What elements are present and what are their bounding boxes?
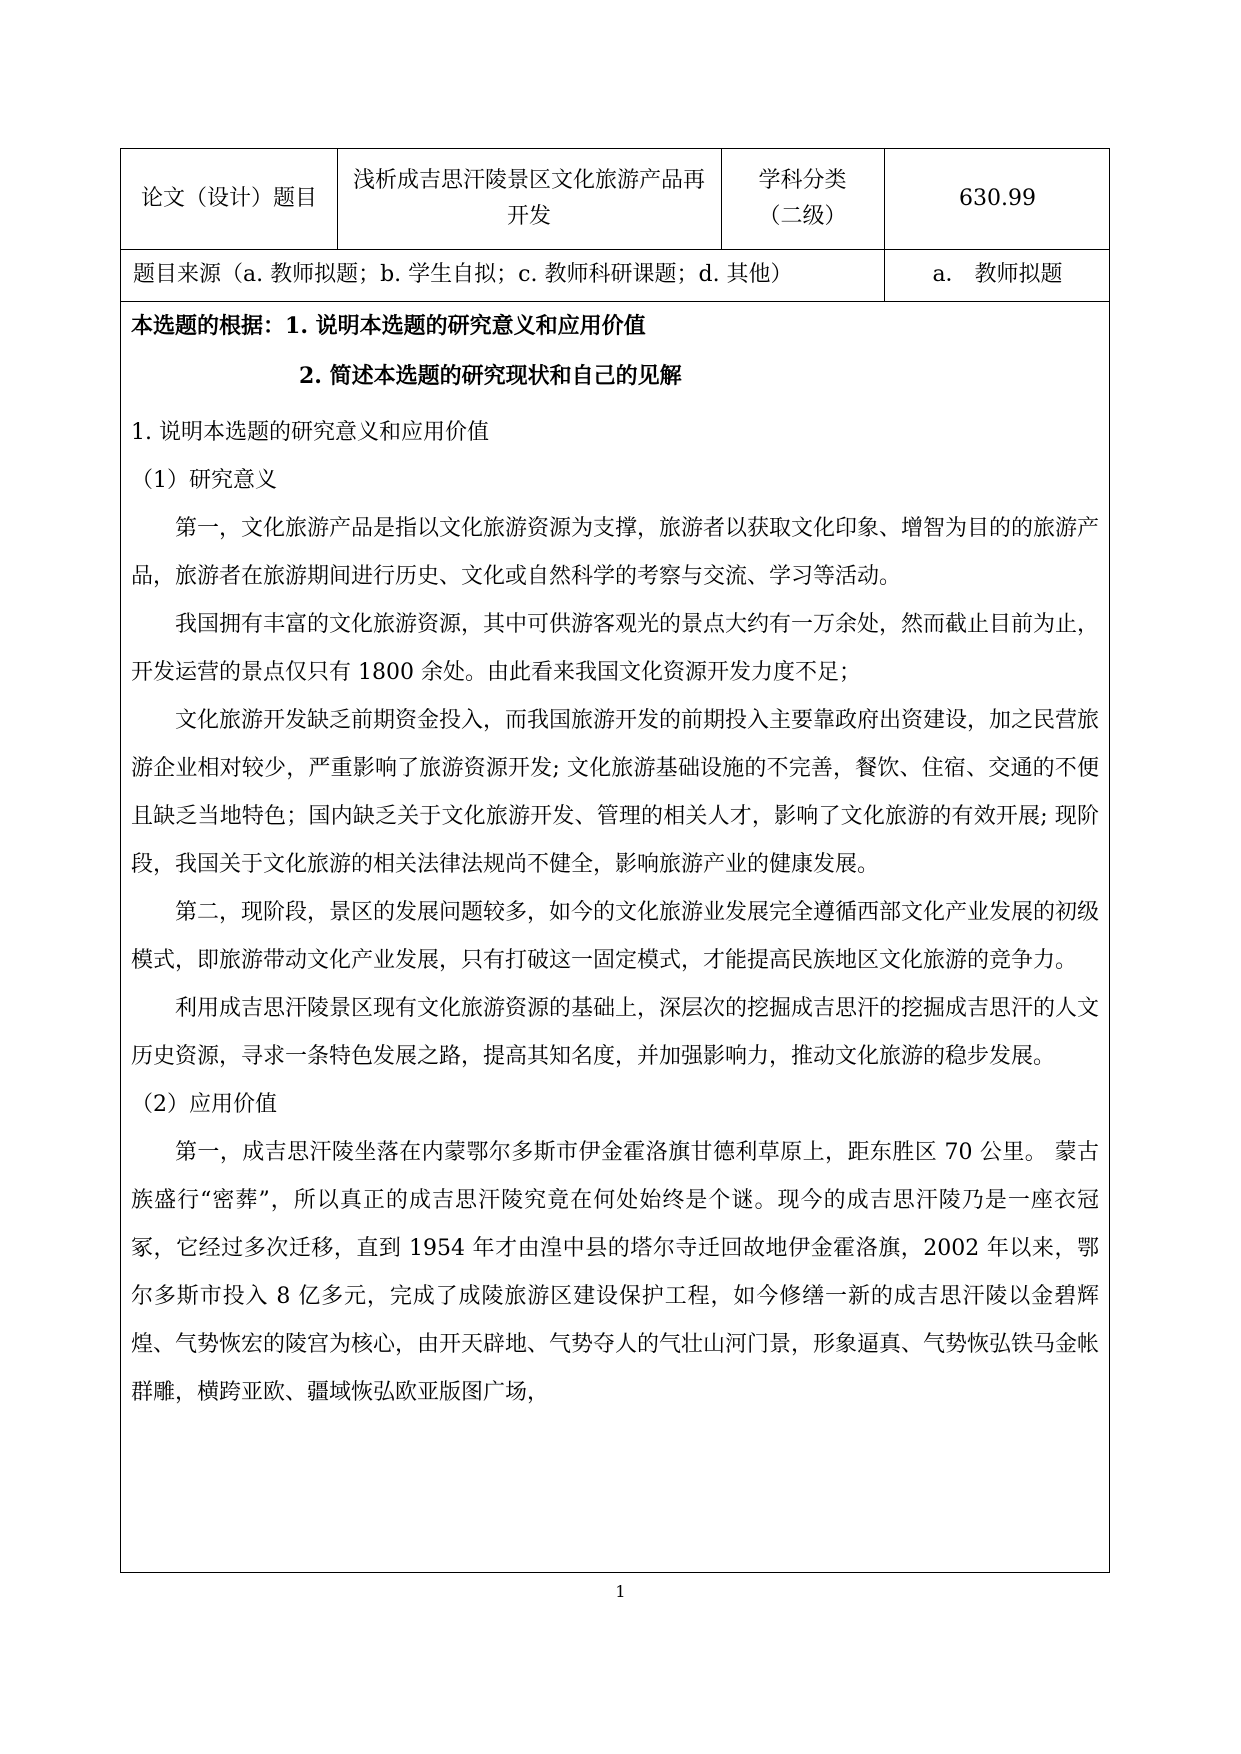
basis-item-2: 2. 简述本选题的研究现状和自己的见解 bbox=[299, 363, 682, 389]
proposal-body bbox=[131, 301, 1099, 1417]
subsection-title: （1）研究意义 bbox=[131, 468, 277, 493]
section-title: 1. 说明本选题的研究意义和应用价值 bbox=[131, 420, 489, 445]
topic-value: 浅析成吉思汗陵景区文化旅游产品再开发 bbox=[352, 168, 705, 229]
paragraph: 第一，文化旅游产品是指以文化旅游资源为支撑，旅游者以获取文化印象、增智为目的的旅游产品，旅游者在旅游期间进行历史、文化或自然科学的考察与交流、学习等活动。 bbox=[131, 516, 1100, 589]
paragraph: 文化旅游开发缺乏前期资金投入，而我国旅游开发的前期投入主要靠政府出资建设，加之民营旅游企业相对较少，严重影响了旅游资源开发; 文化旅游基础设施的不完善，餐饮、住宿、交通的不便且缺乏当地特色；国内缺乏关于文化旅游开发、管理的相关人才，影响了文化旅游的有效开展; 现阶段，我国关于文化旅游的相关法律法规尚不健全，影响旅游产业的健康发展。 bbox=[131, 708, 1100, 877]
paragraph: 第二，现阶段，景区的发展问题较多，如今的文化旅游业发展完全遵循西部文化产业发展的初级模式，即旅游带动文化产业发展，只有打破这一固定模式，才能提高民族地区文化旅游的竞争力。 bbox=[131, 900, 1100, 973]
source-label: 题目来源（a. 教师拟题；b. 学生自拟；c. 教师科研课题；d. 其他） bbox=[133, 262, 793, 287]
topic-label: 论文（设计）题目 bbox=[140, 186, 317, 211]
basis-heading bbox=[131, 301, 1099, 351]
discipline-value: 630.99 bbox=[959, 186, 1036, 211]
page-number: 1 bbox=[615, 1582, 626, 1601]
source-value: a． 教师拟题 bbox=[932, 262, 1063, 287]
paragraph: 我国拥有丰富的文化旅游资源，其中可供游客观光的景点大约有一万余处，然而截止目前为止，开发运营的景点仅只有 1800 余处。由此看来我国文化资源开发力度不足； bbox=[131, 612, 1100, 685]
paragraph: 利用成吉思汗陵景区现有文化旅游资源的基础上，深层次的挖掘成吉思汗的挖掘成吉思汗的人文历史资源，寻求一条特色发展之路，提高其知名度，并加强影响力，推动文化旅游的稳步发展。 bbox=[131, 996, 1100, 1069]
paragraph: 第一，成吉思汗陵坐落在内蒙鄂尔多斯市伊金霍洛旗甘德利草原上，距东胜区 70 公里。 蒙古族盛行“密葬”，所以真正的成吉思汗陵究竟在何处始终是个谜。现今的成吉思汗陵乃是一座衣冠冢，它经过多次迁移，直到 1954 年才由湟中县的塔尔寺迁回故地伊金霍洛旗，2002 年以来，鄂尔多斯市投入 8 亿多元，完成了成陵旅游区建设保护工程，如今修缮一新的成吉思汗陵以金碧辉煌、气势恢宏的陵宫为核心，由开天辟地、气势夺人的气壮山河门景，形象逼真、气势恢弘铁马金帐群雕，横跨亚欧、疆域恢弘欧亚版图广场， bbox=[131, 1140, 1100, 1405]
basis-prefix: 本选题的根据： bbox=[131, 313, 286, 339]
discipline-label: 学科分类（二级） bbox=[758, 168, 847, 229]
basis-item-1: 1. 说明本选题的研究意义和应用价值 bbox=[285, 313, 646, 339]
subsection-title: （2）应用价值 bbox=[131, 1092, 277, 1117]
proposal-table bbox=[120, 148, 1110, 1573]
